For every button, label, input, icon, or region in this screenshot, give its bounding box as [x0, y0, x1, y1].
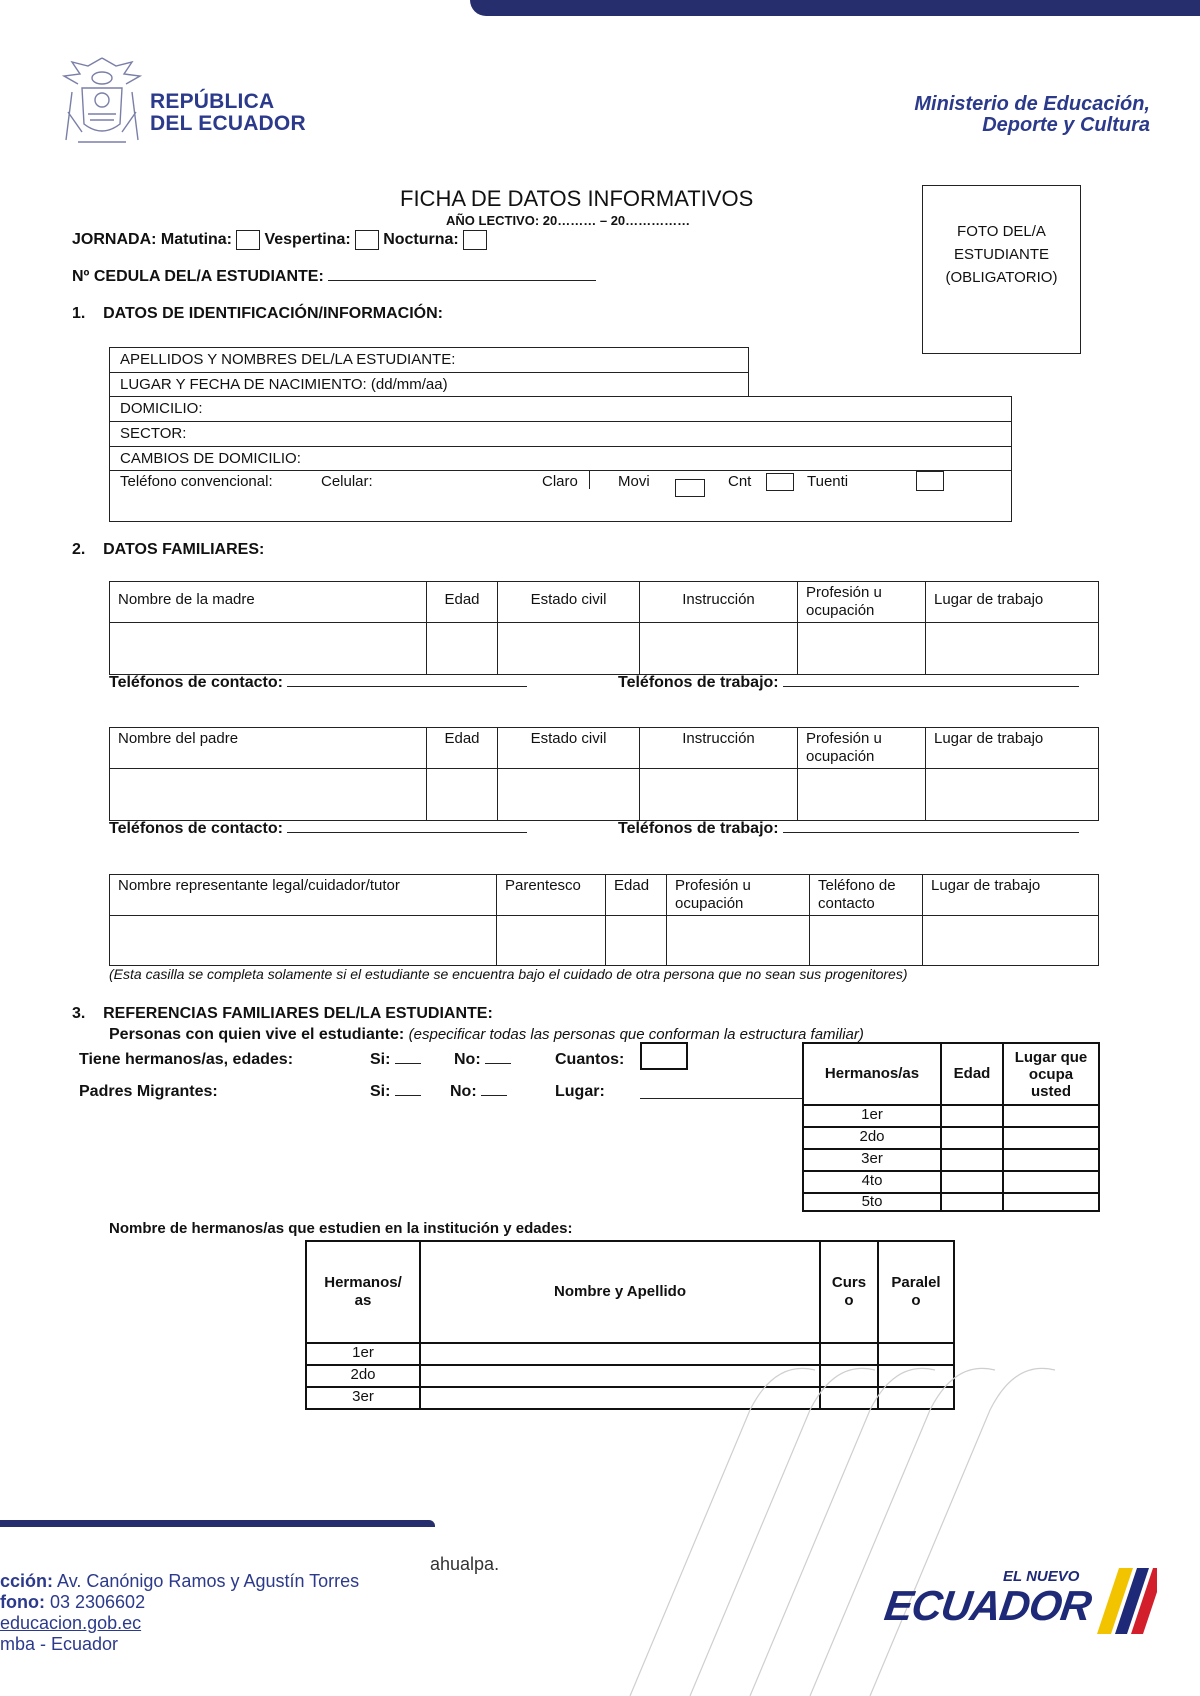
inst-header-hermanos: Hermanos/ as: [306, 1241, 420, 1343]
sector-field[interactable]: [109, 421, 1012, 447]
inst-header-nombre: Nombre y Apellido: [420, 1241, 820, 1343]
rep-header-telefono: Teléfono de contacto: [810, 875, 923, 916]
domicilio-field[interactable]: [109, 396, 1012, 422]
cuantos-label: Cuantos:: [555, 1051, 625, 1068]
cuantos-field[interactable]: [640, 1042, 688, 1070]
hermano-edad-cell[interactable]: [941, 1193, 1003, 1211]
tuenti-checkbox[interactable]: [916, 471, 944, 491]
rep-nombre-cell[interactable]: [110, 916, 497, 966]
footer-address: [0, 1571, 359, 1655]
personas-note: (especificar todas las personas que conforman la estructura familiar): [408, 1026, 864, 1043]
top-accent-bar: [470, 0, 1200, 16]
section3-title: 3. REFERENCIAS FAMILIARES DEL/LA ESTUDIANTE:: [72, 1005, 493, 1022]
sector-label: SECTOR:: [120, 425, 187, 442]
madre-header-edad: Edad: [427, 582, 498, 623]
logo-text: [150, 91, 306, 135]
hermano-edad-cell[interactable]: [941, 1171, 1003, 1193]
padres-migrantes-label: Padres Migrantes:: [79, 1083, 218, 1100]
rep-edad-cell[interactable]: [606, 916, 667, 966]
padre-edad-cell[interactable]: [427, 769, 498, 821]
photo-line3: (OBLIGATORIO): [945, 269, 1058, 286]
padre-header-profesion: Profesión u ocupación: [798, 728, 926, 769]
footer-accent-bar: [0, 1520, 435, 1527]
page-title: FICHA DE DATOS INFORMATIVOS: [400, 186, 754, 211]
hermano-row-label: 4to: [803, 1171, 941, 1193]
footer-city: mba - Ecuador: [0, 1634, 119, 1654]
section1-title: 1. DATOS DE IDENTIFICACIÓN/INFORMACIÓN:: [72, 305, 443, 322]
movi-label: Movi: [618, 473, 650, 490]
madre-table: [109, 581, 1099, 675]
domicilio-label: DOMICILIO:: [120, 400, 203, 417]
lugar-label: Lugar:: [555, 1083, 605, 1100]
padre-header-nombre: Nombre del padre: [110, 728, 427, 769]
lugar-fecha-label: LUGAR Y FECHA DE NACIMIENTO: (dd/mm/aa): [120, 376, 448, 393]
logo-line2: DEL ECUADOR: [150, 112, 306, 135]
cedula-field[interactable]: [328, 280, 596, 281]
rep-header-profesion: Profesión u ocupación: [667, 875, 810, 916]
footer-address-label: cción:: [0, 1571, 54, 1591]
footer-phone-value: 03 2306602: [44, 1592, 146, 1612]
apellidos-label: APELLIDOS Y NOMBRES DEL/LA ESTUDIANTE:: [120, 351, 456, 368]
migrantes-si-row: [370, 1083, 421, 1101]
rep-parentesco-cell[interactable]: [497, 916, 606, 966]
rep-profesion-cell[interactable]: [667, 916, 810, 966]
vespertina-checkbox[interactable]: [355, 230, 379, 250]
photo-line1: FOTO DEL/A: [957, 223, 1046, 240]
padre-nombre-cell[interactable]: [110, 769, 427, 821]
madre-telefonos-row: [109, 674, 527, 692]
logo-ecuador: ECUADOR: [881, 1582, 1094, 1629]
padre-instruccion-cell[interactable]: [640, 769, 798, 821]
hermano-lugar-cell[interactable]: [1003, 1105, 1099, 1127]
nocturna-checkbox[interactable]: [463, 230, 487, 250]
claro-checkbox[interactable]: [589, 471, 590, 489]
hermano-lugar-cell[interactable]: [1003, 1171, 1099, 1193]
matutina-checkbox[interactable]: [236, 230, 260, 250]
inst-row-label: 1er: [306, 1343, 420, 1365]
inst-row-label: 2do: [306, 1365, 420, 1387]
flag-stripes-icon: [1077, 1568, 1157, 1634]
telefono-label: Teléfono convencional:: [120, 473, 273, 490]
migrantes-si-field[interactable]: [395, 1095, 421, 1096]
hermanos-no-field[interactable]: [485, 1063, 511, 1064]
madre-header-estado: Estado civil: [498, 582, 640, 623]
hermano-row-label: 3er: [803, 1149, 941, 1171]
lugar-ocupa-header: Lugar que ocupa usted: [1003, 1043, 1099, 1105]
hermanos-si-row: [370, 1051, 421, 1069]
hermanos-table: [802, 1042, 1100, 1212]
tuenti-label: Tuenti: [807, 473, 849, 490]
hermano-row-label: 2do: [803, 1127, 941, 1149]
madre-tel-trabajo-label: Teléfonos de trabajo:: [618, 674, 779, 691]
cambios-label: CAMBIOS DE DOMICILIO:: [120, 450, 301, 467]
nocturna-label: Nocturna:: [383, 231, 459, 249]
rep-header-nombre: Nombre representante legal/cuidador/tutor: [110, 875, 497, 916]
ministerio-text: [914, 94, 1150, 136]
hermano-edad-cell[interactable]: [941, 1149, 1003, 1171]
rep-header-parentesco: Parentesco: [497, 875, 606, 916]
madre-header-nombre: Nombre de la madre: [110, 582, 427, 623]
padre-tel-contacto-field[interactable]: [287, 832, 527, 833]
celular-label: Celular:: [321, 473, 373, 490]
cedula-row: [72, 268, 596, 286]
footer-partial-text: ahualpa.: [430, 1554, 500, 1574]
representante-note: (Esta casilla se completa solamente si el estudiante se encuentra bajo el cuidado de otra persona que no sean sus progenitores): [109, 966, 908, 982]
padre-lugar-cell[interactable]: [926, 769, 1099, 821]
telefono-row: [109, 470, 1012, 522]
cnt-checkbox[interactable]: [766, 473, 794, 491]
logo-line1: REPÚBLICA: [150, 90, 275, 113]
madre-instruccion-cell[interactable]: [640, 623, 798, 675]
migrantes-no-field[interactable]: [481, 1095, 507, 1096]
hermano-row-label: 5to: [803, 1193, 941, 1211]
madre-header-instruccion: Instrucción: [640, 582, 798, 623]
personas-label: Personas con quien vive el estudiante:: [109, 1026, 405, 1043]
inst-header-paralelo: Paralel o: [878, 1241, 954, 1343]
hermanos-si-label: Si:: [370, 1051, 391, 1068]
padre-profesion-cell[interactable]: [798, 769, 926, 821]
jornada-row: [72, 230, 487, 250]
inst-row-label: 3er: [306, 1387, 420, 1409]
vespertina-label: Vespertina:: [264, 231, 351, 249]
ministerio-line1: Ministerio de Educación,: [914, 93, 1150, 115]
movi-checkbox[interactable]: [675, 479, 705, 497]
hermano-lugar-cell[interactable]: [1003, 1149, 1099, 1171]
hermanos-no-row: [454, 1051, 511, 1069]
photo-line2: ESTUDIANTE: [953, 246, 1049, 263]
hermano-edad-cell[interactable]: [941, 1127, 1003, 1149]
claro-label: Claro: [542, 473, 578, 490]
padre-estado-cell[interactable]: [498, 769, 640, 821]
padre-table: [109, 727, 1099, 821]
section2-title: 2. DATOS FAMILIARES:: [72, 541, 265, 558]
rep-header-lugar: Lugar de trabajo: [923, 875, 1099, 916]
padre-tel-trabajo-label: Teléfonos de trabajo:: [618, 820, 779, 837]
cambios-domicilio-field[interactable]: [109, 446, 1012, 472]
madre-profesion-cell[interactable]: [798, 623, 926, 675]
cedula-label: Nº CEDULA DEL/A ESTUDIANTE:: [72, 268, 324, 285]
rep-header-edad: Edad: [606, 875, 667, 916]
coat-of-arms-logo: [58, 52, 146, 152]
anio-lectivo: AÑO LECTIVO: 20……… – 20……………: [446, 213, 691, 228]
hermano-lugar-cell[interactable]: [1003, 1193, 1099, 1211]
footer-website-link[interactable]: educacion.gob.ec: [0, 1613, 142, 1633]
migrantes-si-label: Si:: [370, 1083, 391, 1100]
footer-phone-label: fono:: [0, 1592, 45, 1612]
migrantes-no-label: No:: [450, 1083, 477, 1100]
madre-header-profesion: Profesión u ocupación: [798, 582, 926, 623]
padre-tel-trabajo-row: [618, 820, 1079, 838]
rep-telefono-cell[interactable]: [810, 916, 923, 966]
logo-el-nuevo: EL NUEVO: [1003, 1568, 1080, 1585]
madre-edad-cell[interactable]: [427, 623, 498, 675]
madre-lugar-cell[interactable]: [926, 623, 1099, 675]
padre-header-edad: Edad: [427, 728, 498, 769]
padre-tel-trabajo-field[interactable]: [783, 832, 1079, 833]
padre-header-instruccion: Instrucción: [640, 728, 798, 769]
personas-row: [109, 1026, 864, 1044]
madre-tel-contacto-label: Teléfonos de contacto:: [109, 674, 283, 691]
representante-table: [109, 874, 1099, 966]
madre-tel-trabajo-field[interactable]: [783, 686, 1079, 687]
photo-box[interactable]: [922, 185, 1081, 354]
edad-header: Edad: [941, 1043, 1003, 1105]
el-nuevo-ecuador-logo: [881, 1568, 1155, 1638]
madre-tel-trabajo-row: [618, 674, 1079, 692]
cnt-label: Cnt: [728, 473, 752, 490]
lugar-field[interactable]: [640, 1098, 802, 1099]
apellidos-field[interactable]: [109, 347, 749, 373]
hermano-row-label: 1er: [803, 1105, 941, 1127]
madre-tel-contacto-field[interactable]: [287, 686, 527, 687]
padre-header-lugar: Lugar de trabajo: [926, 728, 1099, 769]
inst-header-curso: Curs o: [820, 1241, 878, 1343]
padre-header-estado: Estado civil: [498, 728, 640, 769]
madre-nombre-cell[interactable]: [110, 623, 427, 675]
institucion-title: Nombre de hermanos/as que estudien en la institución y edades:: [109, 1220, 573, 1237]
hermano-edad-cell[interactable]: [941, 1105, 1003, 1127]
hermanos-label: Tiene hermanos/as, edades:: [79, 1051, 294, 1068]
hermanos-no-label: No:: [454, 1051, 481, 1068]
matutina-label: Matutina:: [160, 231, 233, 249]
madre-header-lugar: Lugar de trabajo: [926, 582, 1099, 623]
hermanos-header: Hermanos/as: [803, 1043, 941, 1105]
lugar-fecha-field[interactable]: [109, 372, 749, 398]
ministerio-line2: Deporte y Cultura: [982, 114, 1150, 136]
footer-address-value: Av. Canónigo Ramos y Agustín Torres: [53, 1571, 360, 1591]
padre-tel-contacto-label: Teléfonos de contacto:: [109, 820, 283, 837]
hermanos-si-field[interactable]: [395, 1063, 421, 1064]
rep-lugar-cell[interactable]: [923, 916, 1099, 966]
migrantes-no-row: [450, 1083, 507, 1101]
jornada-label: JORNADA:: [72, 231, 157, 249]
madre-estado-cell[interactable]: [498, 623, 640, 675]
padre-telefonos-row: [109, 820, 527, 838]
hermano-lugar-cell[interactable]: [1003, 1127, 1099, 1149]
